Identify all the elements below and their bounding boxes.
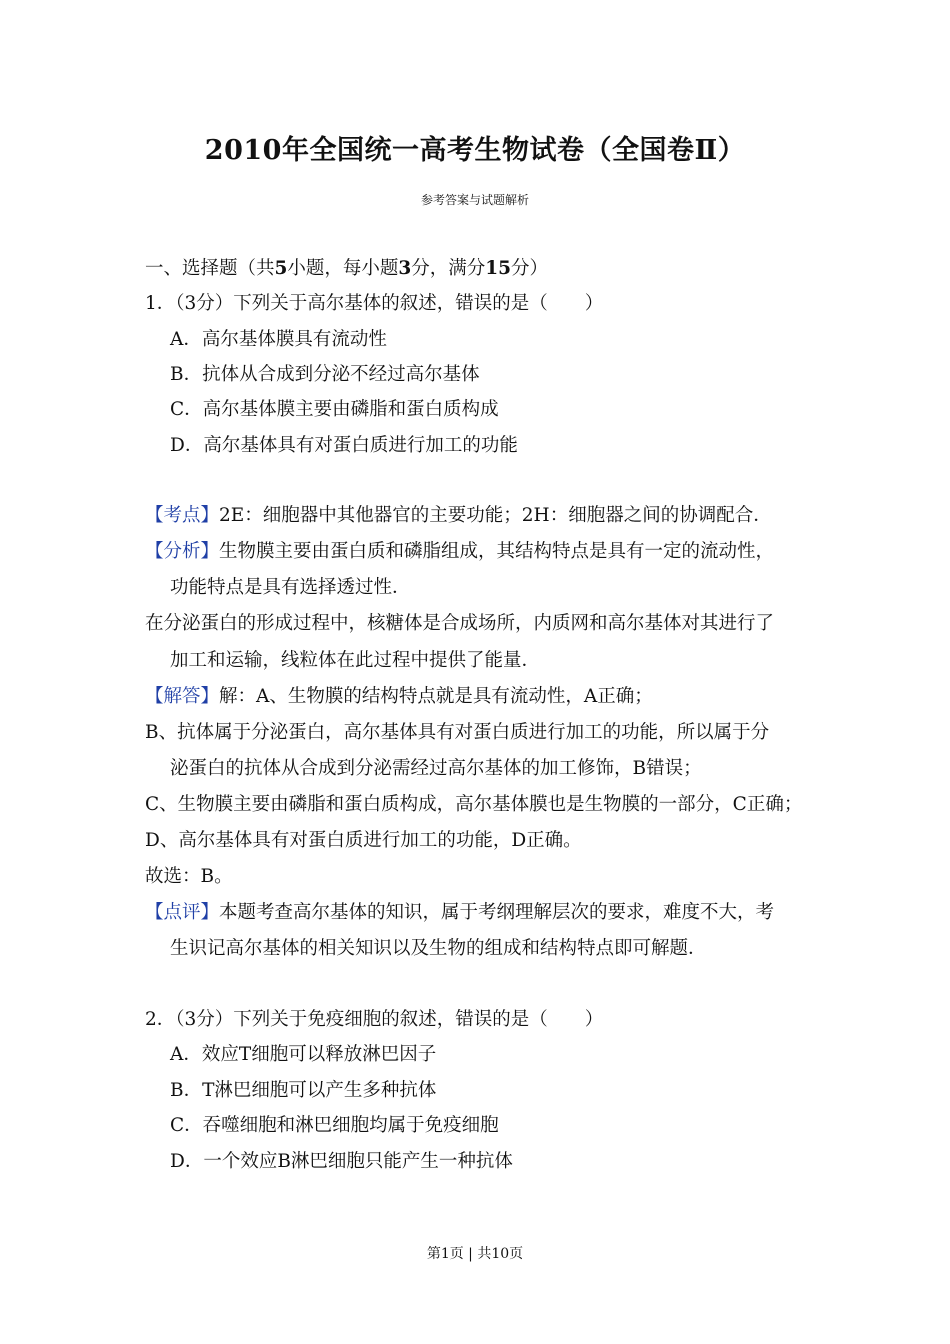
page-title: 2010年全国统一高考生物试卷（全国卷Ⅱ） — [204, 135, 746, 166]
q2-option-a: A．效应T细胞可以释放淋巴因子 — [170, 1044, 437, 1065]
q1-jieda-line2: B、抗体属于分泌蛋白，高尔基体具有对蛋白质进行加工的功能，所以属于分 — [145, 722, 770, 743]
page-subtitle: 参考答案与试题解析 — [420, 193, 529, 207]
q2-option-c: C．吞噬细胞和淋巴细胞均属于免疫细胞 — [170, 1115, 499, 1136]
section-heading: 一、选择题（共5小题，每小题3分，满分15分） — [145, 258, 549, 279]
q1-dianping-line2: 生识记高尔基体的相关知识以及生物的组成和结构特点即可解题． — [170, 938, 707, 959]
q1-jieda: 【解答】解：A、生物膜的结构特点就是具有流动性，A正确； — [145, 686, 653, 707]
jieda-tag: 【解答】 — [145, 686, 220, 707]
q2-option-b: B．T淋巴细胞可以产生多种抗体 — [170, 1080, 437, 1101]
q1-kaodian: 【考点】2E：细胞器中其他器官的主要功能；2H：细胞器之间的协调配合． — [145, 505, 772, 526]
q1-fenxi-line3: 在分泌蛋白的形成过程中，核糖体是合成场所，内质网和高尔基体对其进行了 — [145, 613, 775, 634]
q1-jieda-line3: 泌蛋白的抗体从合成到分泌需经过高尔基体的加工修饰，B错误； — [170, 758, 702, 779]
q2-option-d: D．一个效应B淋巴细胞只能产生一种抗体 — [170, 1151, 513, 1172]
q1-jieda-line4: C、生物膜主要由磷脂和蛋白质构成，高尔基体膜也是生物膜的一部分，C正确； — [145, 794, 803, 815]
q1-fenxi-line4: 加工和运输，线粒体在此过程中提供了能量． — [170, 650, 541, 671]
q1-fenxi: 【分析】生物膜主要由蛋白质和磷脂组成，其结构特点是具有一定的流动性， — [145, 541, 775, 562]
q1-answer: 故选：B。 — [145, 866, 233, 887]
q1-option-d: D．高尔基体具有对蛋白质进行加工的功能 — [170, 435, 518, 456]
q1-option-c: C．高尔基体膜主要由磷脂和蛋白质构成 — [170, 399, 499, 420]
q1-stem: 1．（3分）下列关于高尔基体的叙述，错误的是（ ） — [145, 293, 604, 314]
q1-option-a: A．高尔基体膜具有流动性 — [170, 329, 387, 350]
q2-stem: 2．（3分）下列关于免疫细胞的叙述，错误的是（ ） — [145, 1009, 604, 1030]
fenxi-tag: 【分析】 — [145, 541, 220, 562]
dianping-tag: 【点评】 — [145, 902, 220, 923]
q1-jieda-line5: D、高尔基体具有对蛋白质进行加工的功能，D正确。 — [145, 830, 582, 851]
page-footer: 第1页 | 共10页 — [426, 1246, 524, 1262]
q1-option-b: B．抗体从合成到分泌不经过高尔基体 — [170, 364, 480, 385]
kaodian-tag: 【考点】 — [145, 505, 220, 526]
q1-dianping: 【点评】本题考查高尔基体的知识，属于考纲理解层次的要求，难度不大，考 — [145, 902, 775, 923]
q1-fenxi-line2: 功能特点是具有选择透过性． — [170, 577, 411, 598]
